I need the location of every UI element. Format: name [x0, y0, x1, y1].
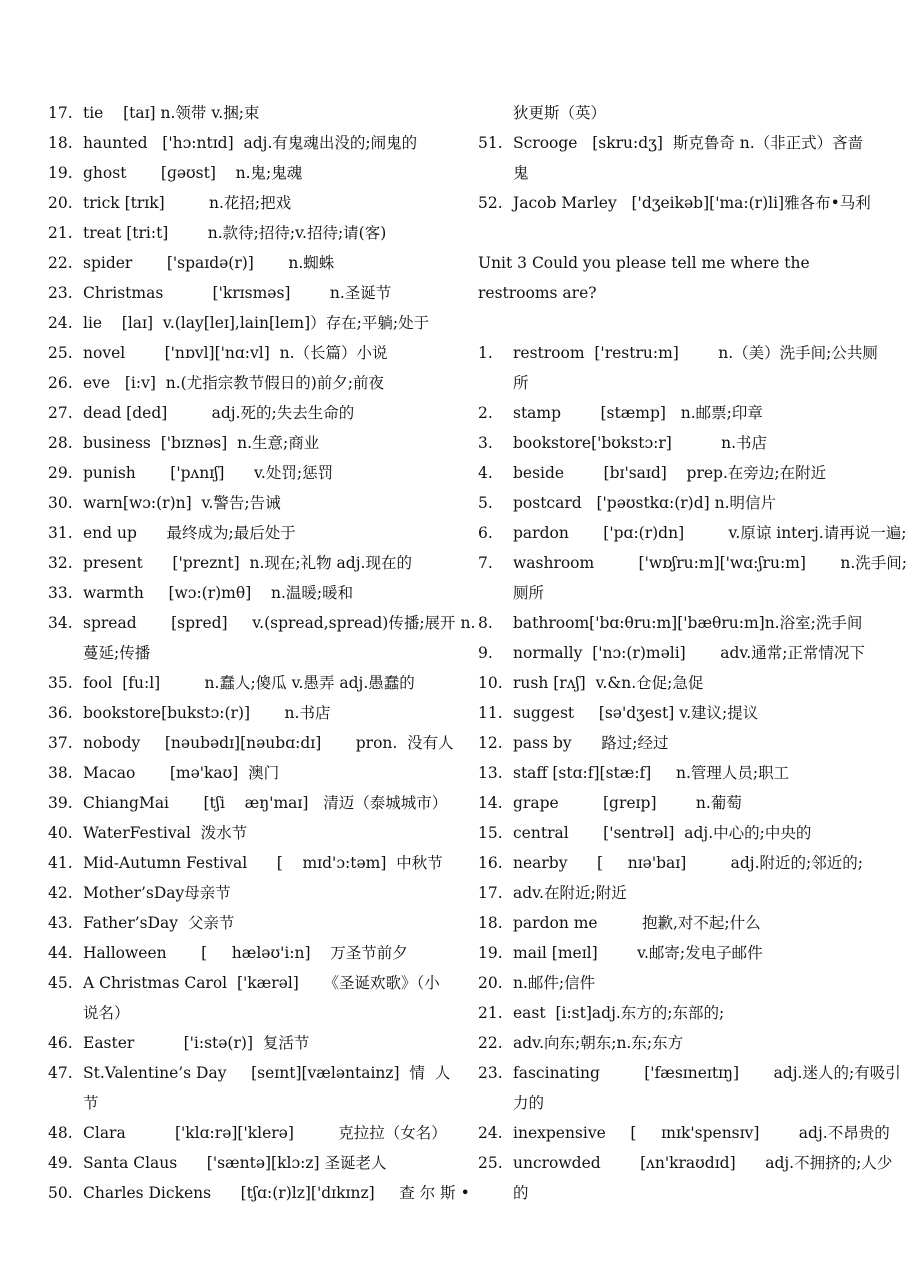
- entry-number: 22.: [48, 254, 73, 272]
- entry-text: treat [tri:t] n.款待;招待;v.招待;请(客): [83, 224, 387, 242]
- entry-text: A Christmas Carol ['kærəl] 《圣诞欢歌》（小: [83, 974, 440, 992]
- vocab-entry: [48, 488, 443, 518]
- vocab-entry: [48, 908, 443, 938]
- entry-text: lie [laɪ] v.(lay[leɪ],lain[leɪn]）存在;平躺;处于: [83, 314, 430, 332]
- entry-number: 27.: [48, 404, 73, 422]
- vocab-entry: [48, 158, 443, 188]
- entry-number: 8.: [478, 614, 493, 632]
- entry-number: 47.: [48, 1064, 73, 1082]
- vocab-entry: [478, 608, 873, 638]
- entry-number: 18.: [478, 914, 503, 932]
- entry-number: 28.: [48, 434, 73, 452]
- entry-number: 44.: [48, 944, 73, 962]
- entry-text: WaterFestival 泼水节: [83, 824, 248, 842]
- vocab-entry: [48, 698, 443, 728]
- vocab-entry: [48, 368, 443, 398]
- vocab-entry: [48, 818, 443, 848]
- entry-text: normally ['nɔ:(r)məli] adv.通常;正常情况下: [513, 644, 865, 662]
- vocab-entry: [48, 878, 443, 908]
- vocab-entry: [478, 788, 873, 818]
- vocab-entry: [478, 998, 873, 1028]
- entry-text: Santa Claus ['sæntə][klɔ:z] 圣诞老人: [83, 1154, 387, 1172]
- entry-number: 24.: [478, 1124, 503, 1142]
- vocab-entry: [478, 338, 878, 368]
- vocab-entry: [48, 938, 443, 968]
- entry-text: Easter ['i:stə(r)] 复活节: [83, 1034, 310, 1052]
- entry-number: 34.: [48, 614, 73, 632]
- entry-number: 18.: [48, 134, 73, 152]
- vocab-entry: [48, 1118, 447, 1148]
- entry-text: Jacob Marley ['dʒeikəb]['ma:(r)li]雅各布•马利: [513, 194, 871, 212]
- entry-number: 11.: [478, 704, 503, 722]
- vocab-entry: [48, 1148, 443, 1178]
- entry-text: inexpensive [ ɪnɪk'spensɪv] adj.不昂贵的: [513, 1124, 890, 1142]
- entry-text: stamp [stæmp] n.邮票;印章: [513, 404, 763, 422]
- vocab-entry: [48, 338, 443, 368]
- vocab-entry: [478, 398, 873, 428]
- vocab-entry: [48, 308, 443, 338]
- entry-text: Christmas ['krɪsməs] n.圣诞节: [83, 284, 392, 302]
- entry-text: spread [spred] v.(spread,spread)传播;展开 n.: [83, 614, 476, 632]
- entry-text: warmth [wɔ:(r)mθ] n.温暖;暖和: [83, 584, 354, 602]
- entry-number: 43.: [48, 914, 73, 932]
- vocab-entry: [478, 458, 873, 488]
- entry-number: 25.: [48, 344, 73, 362]
- entry-text: Halloween [ hæləʊ'i:n] 万圣节前夕: [83, 944, 408, 962]
- entry-text: eve [i:v] n.(尤指宗教节假日的)前夕;前夜: [83, 374, 384, 392]
- entry-number: 23.: [48, 284, 73, 302]
- entry-text: bookstore['bʊkstɔ:r] n.书店: [513, 434, 768, 452]
- entry-text: spider ['spaɪdə(r)] n.蜘蛛: [83, 254, 335, 272]
- entry-number: 19.: [48, 164, 73, 182]
- entry-number: 23.: [478, 1064, 503, 1082]
- unit-heading: Unit 3 Could you please tell me where the restrooms are?: [478, 254, 810, 302]
- entry-text: punish ['pʌnɪʃ] v.处罚;惩罚: [83, 464, 334, 482]
- vocab-entry: [478, 488, 873, 518]
- entry-number: 6.: [478, 524, 493, 542]
- entry-text: staff [stɑ:f][stæ:f] n.管理人员;职工: [513, 764, 790, 782]
- entry-number: 15.: [478, 824, 503, 842]
- entry-number: 32.: [48, 554, 73, 572]
- entry-number: 10.: [478, 674, 503, 692]
- entry-number: 29.: [48, 464, 73, 482]
- entry-text: mail [meɪl] v.邮寄;发电子邮件: [513, 944, 763, 962]
- entry-text: present ['preznt] n.现在;礼物 adj.现在的: [83, 554, 412, 572]
- vocab-entry: [478, 128, 873, 158]
- entry-number: 17.: [48, 104, 73, 122]
- entry-number: 21.: [478, 1004, 503, 1022]
- entry-text: St.Valentine’s Day [seɪnt][væləntainz] 情 人: [83, 1064, 451, 1082]
- entry-text: nearby [ nɪə'baɪ] adj.附近的;邻近的;: [513, 854, 863, 872]
- entry-text: novel ['nɒvl]['nɑ:vl] n.（长篇）小说: [83, 344, 388, 362]
- entry-number: 38.: [48, 764, 73, 782]
- vocab-entry: [478, 698, 873, 728]
- right-column: [478, 98, 908, 1208]
- entry-continuation: 鬼: [513, 164, 529, 182]
- vocab-entry: [478, 818, 873, 848]
- vocab-entry: [48, 548, 443, 578]
- entry-number: 33.: [48, 584, 73, 602]
- entry-number: 2.: [478, 404, 493, 422]
- entry-number: 42.: [48, 884, 73, 902]
- vocab-entry: [478, 1058, 901, 1088]
- entry-number: 50.: [48, 1184, 73, 1202]
- entry-number: 24.: [48, 314, 73, 332]
- entry-number: 49.: [48, 1154, 73, 1172]
- entry-number: 12.: [478, 734, 503, 752]
- vocab-entry: [48, 788, 448, 818]
- entry-continuation: 说名）: [83, 1004, 130, 1022]
- entry-number: 25.: [478, 1154, 503, 1172]
- entry-number: 45.: [48, 974, 73, 992]
- vocab-entry: [48, 218, 443, 248]
- vocab-entry: [48, 1058, 451, 1088]
- entry-number: 52.: [478, 194, 503, 212]
- entry-text: Scrooge [skru:dʒ] 斯克鲁奇 n.（非正式）吝啬: [513, 134, 864, 152]
- entry-text: ghost [ɡəʊst] n.鬼;鬼魂: [83, 164, 303, 182]
- entry-text: fascinating ['fæsɪneɪtɪŋ] adj.迷人的;有吸引: [513, 1064, 901, 1082]
- vocab-entry: [478, 1148, 893, 1178]
- entry-number: 21.: [48, 224, 73, 242]
- vocab-entry: [478, 428, 873, 458]
- entry-text: end up 最终成为;最后处于: [83, 524, 296, 542]
- vocab-entry: [48, 758, 443, 788]
- entry-number: 35.: [48, 674, 73, 692]
- entry-text: pardon me 抱歉,对不起;什么: [513, 914, 761, 932]
- vocab-entry: [48, 518, 443, 548]
- vocab-entry: [478, 848, 873, 878]
- entry-number: 9.: [478, 644, 493, 662]
- entry-text: Clara ['klɑ:rə]['klerə] 克拉拉（女名）: [83, 1124, 447, 1142]
- vocab-entry: [478, 1028, 873, 1058]
- vocab-entry: [48, 248, 443, 278]
- entry-number: 31.: [48, 524, 73, 542]
- entry-number: 36.: [48, 704, 73, 722]
- vocab-entry: [48, 968, 443, 998]
- entry-text: restroom ['restru:m] n.（美）洗手间;公共厕: [513, 344, 878, 362]
- entry-text: washroom ['wɒʃru:m]['wɑ:ʃru:m] n.洗手间;: [513, 554, 908, 572]
- entry-number: 46.: [48, 1034, 73, 1052]
- entry-text: trick [trɪk] n.花招;把戏: [83, 194, 292, 212]
- entry-number: 26.: [48, 374, 73, 392]
- entry-continuation: 蔓延;传播: [83, 644, 151, 662]
- left-column: [48, 98, 476, 1208]
- vocab-entry: [48, 98, 443, 128]
- entry-text: nobody [nəubədɪ][nəubɑ:dɪ] pron. 没有人: [83, 734, 454, 752]
- entry-text: adv.在附近;附近: [513, 884, 627, 902]
- vocab-entry: [48, 1178, 470, 1208]
- entry-continuation: 厕所: [513, 584, 545, 602]
- entry-text: warn[wɔ:(r)n] v.警告;告诫: [83, 494, 281, 512]
- entry-text: fool [fu:l] n.蠢人;傻瓜 v.愚弄 adj.愚蠢的: [83, 674, 415, 692]
- vocab-entry: [48, 128, 443, 158]
- entry-number: 3.: [478, 434, 493, 452]
- entry-number: 4.: [478, 464, 493, 482]
- entry-number: 14.: [478, 794, 503, 812]
- entry-text: dead [ded] adj.死的;失去生命的: [83, 404, 355, 422]
- entry-continuation: 力的: [513, 1094, 545, 1112]
- entry-number: 41.: [48, 854, 73, 872]
- right-top-entries: [478, 128, 873, 218]
- entry-number: 19.: [478, 944, 503, 962]
- vocab-entry: [48, 398, 443, 428]
- entry-text: central ['sentrəl] adj.中心的;中央的: [513, 824, 812, 842]
- vocab-entry: [48, 578, 443, 608]
- entry-continuation: 的: [513, 1184, 529, 1202]
- vocab-entry: [478, 668, 873, 698]
- entry-text: bathroom['bɑ:θru:m]['bæθru:m]n.浴室;洗手间: [513, 614, 863, 632]
- entry-text: Macao [mə'kaʊ] 澳门: [83, 764, 280, 782]
- entry-text: uncrowded [ʌn'kraʊdɪd] adj.不拥挤的;人少: [513, 1154, 893, 1172]
- entry-text: Mother’sDay母亲节: [83, 884, 231, 902]
- entry-text: ChiangMai [tʃi æŋ'maɪ] 清迈（泰城城市）: [83, 794, 448, 812]
- entry-continuation: 所: [513, 374, 529, 392]
- entry-continuation: 狄更斯（英）: [513, 104, 607, 122]
- vocab-entry: [48, 188, 443, 218]
- entry-text: Father’sDay 父亲节: [83, 914, 235, 932]
- vocab-entry: [48, 608, 476, 638]
- entry-text: pardon ['pɑ:(r)dn] v.原谅 interj.请再说一遍;: [513, 524, 907, 542]
- vocab-entry: [48, 428, 443, 458]
- vocab-entry: [48, 458, 443, 488]
- entry-number: 17.: [478, 884, 503, 902]
- entry-number: 48.: [48, 1124, 73, 1142]
- vocab-entry: [48, 728, 454, 758]
- entry-text: Mid-Autumn Festival [ mɪd'ɔ:təm] 中秋节: [83, 854, 443, 872]
- entry-number: 40.: [48, 824, 73, 842]
- vocab-entry: [48, 278, 443, 308]
- vocab-entry: [48, 668, 443, 698]
- vocab-entry: [478, 878, 873, 908]
- entry-number: 51.: [478, 134, 503, 152]
- vocab-entry: [478, 908, 873, 938]
- entry-number: 20.: [478, 974, 503, 992]
- entry-number: 37.: [48, 734, 73, 752]
- vocab-entry: [478, 188, 873, 218]
- entry-number: 1.: [478, 344, 493, 362]
- entry-text: rush [rʌʃ] v.&n.仓促;急促: [513, 674, 704, 692]
- entry-text: adv.向东;朝东;n.东;东方: [513, 1034, 684, 1052]
- entry-text: postcard ['pəʊstkɑ:(r)d] n.明信片: [513, 494, 777, 512]
- entry-number: 13.: [478, 764, 503, 782]
- entry-number: 22.: [478, 1034, 503, 1052]
- vocab-entry: [478, 1118, 890, 1148]
- entry-text: haunted ['hɔ:ntɪd] adj.有鬼魂出没的;闹鬼的: [83, 134, 418, 152]
- vocab-entry: [478, 518, 907, 548]
- vocab-entry: [478, 968, 873, 998]
- vocab-entry: [478, 728, 873, 758]
- vocab-entry: [48, 1028, 443, 1058]
- vocab-entry: [478, 758, 873, 788]
- entry-text: suggest [sə'dʒest] v.建议;提议: [513, 704, 759, 722]
- entry-number: 16.: [478, 854, 503, 872]
- vocab-entry: [478, 938, 873, 968]
- vocab-entry: [48, 848, 443, 878]
- entry-text: bookstore[bukstɔ:(r)] n.书店: [83, 704, 331, 722]
- entry-number: 30.: [48, 494, 73, 512]
- entry-text: n.邮件;信件: [513, 974, 596, 992]
- entry-text: business ['bɪznəs] n.生意;商业: [83, 434, 320, 452]
- entry-number: 5.: [478, 494, 493, 512]
- entry-number: 7.: [478, 554, 493, 572]
- entry-number: 20.: [48, 194, 73, 212]
- entry-number: 39.: [48, 794, 73, 812]
- vocab-entry: [478, 638, 873, 668]
- entry-text: east [i:st]adj.东方的;东部的;: [513, 1004, 725, 1022]
- entry-text: pass by 路过;经过: [513, 734, 669, 752]
- entry-text: tie [taɪ] n.领带 v.捆;束: [83, 104, 260, 122]
- vocab-entry: [478, 548, 908, 578]
- entry-text: Charles Dickens [tʃɑ:(r)lz]['dɪkɪnz] 查 尔 斯 •: [83, 1184, 470, 1202]
- entry-continuation: 节: [83, 1094, 99, 1112]
- entry-text: beside [bɪ'saɪd] prep.在旁边;在附近: [513, 464, 827, 482]
- unit-3-vocab-list: [478, 338, 908, 1208]
- entry-text: grape [greɪp] n.葡萄: [513, 794, 742, 812]
